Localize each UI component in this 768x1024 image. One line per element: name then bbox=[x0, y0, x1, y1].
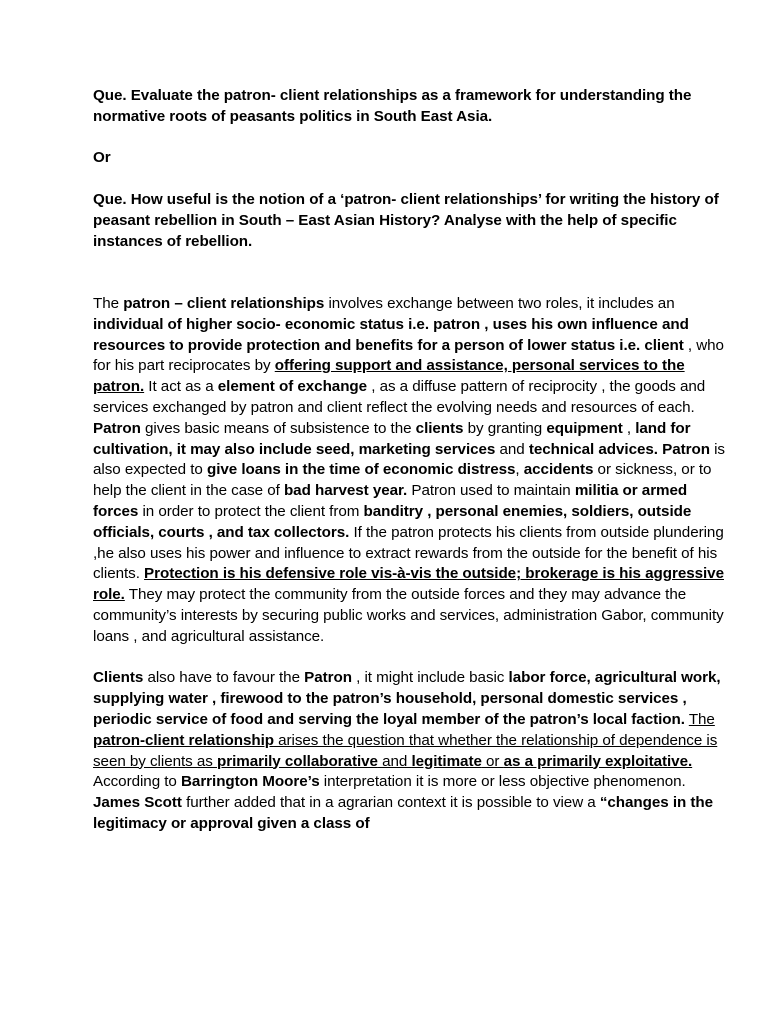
text-run: also have to favour the bbox=[143, 669, 305, 687]
text-run: bad harvest year. bbox=[283, 482, 408, 500]
text-run: technical advices. Patron bbox=[528, 440, 710, 458]
text-run: arises the question that whether the relationship of dependence is seen by clients as bbox=[93, 731, 718, 770]
text-run: Patron bbox=[304, 669, 352, 687]
text-run: individual of higher socio- economic status i.e. patron , uses his own influence and resources to provide protection and benefits for a person of lower status i.e. client bbox=[93, 315, 689, 354]
text-run: is also expected to bbox=[93, 440, 725, 479]
or-separator: Or bbox=[93, 149, 111, 167]
text-run: , bbox=[622, 419, 636, 437]
paragraph-clients bbox=[93, 668, 728, 834]
text-run: James Scott bbox=[93, 794, 182, 812]
text-run: interpretation it is more or less objective phenomenon. bbox=[319, 773, 686, 791]
text-run: Patron bbox=[93, 419, 141, 437]
text-run: patron – client relationships bbox=[123, 294, 325, 312]
text-run: Barrington Moore’s bbox=[181, 773, 320, 791]
text-run: element of exchange bbox=[217, 378, 368, 396]
text-run: involves exchange between two roles, it includes an bbox=[324, 294, 675, 312]
text-run: as a primarily exploitative. bbox=[503, 752, 693, 770]
text-run: The bbox=[93, 294, 124, 312]
text-run: primarily collaborative bbox=[217, 752, 378, 770]
text-run: militia or armed forces bbox=[93, 482, 688, 520]
text-run: “changes in the legitimacy or approval given a class of bbox=[93, 794, 714, 832]
text-run: and bbox=[495, 440, 529, 458]
text-run: , who for his part reciprocates by bbox=[93, 336, 724, 375]
text-run: Clients bbox=[93, 669, 144, 687]
text-run: It act as a bbox=[144, 378, 218, 396]
text-run: labor force, agricultural work, supplying water , firewood to the patron’s household, personal domestic services , periodic service of food and serving the loyal member of the patron’s local faction. bbox=[93, 669, 721, 728]
text-run: equipment bbox=[546, 419, 623, 437]
text-run: and bbox=[377, 752, 412, 770]
text-run: , as a diffuse pattern of reciprocity , the goods and services exchanged by patron and client reflect the evolving needs and resources of each. bbox=[93, 378, 706, 416]
text-run: legitimate bbox=[411, 752, 482, 770]
text-run: by granting bbox=[463, 419, 547, 437]
text-run: , it might include basic bbox=[351, 669, 509, 687]
text-run: accidents bbox=[523, 461, 594, 479]
text-run: According to bbox=[93, 773, 181, 791]
question-one: Que. Evaluate the patron- client relationships as a framework for understanding the normative roots of peasants politics in South East Asia. bbox=[93, 87, 692, 125]
text-run: Patron used to maintain bbox=[407, 482, 575, 500]
text-run: give loans in the time of economic distress bbox=[206, 461, 516, 479]
text-run: in order to protect the client from bbox=[138, 502, 364, 520]
question-two: Que. How useful is the notion of a ‘patron- client relationships’ for writing the history of peasant rebellion in South – East Asian History? Analyse with the help of specific instances of rebellion. bbox=[93, 190, 719, 250]
text-run: The bbox=[688, 710, 715, 728]
text-run: If the patron protects his clients from outside plundering ,he also uses his power and influence to extract rewards from the outside for the benefit of his clients. bbox=[93, 523, 724, 583]
text-run: banditry , personal enemies, soldiers, outside officials, courts , and tax collectors. bbox=[93, 502, 692, 541]
text-run: They may protect the community from the outside forces and they may advance the community’s interests by securing public works and services, administration Gabor, community loans , and agricultural assistance. bbox=[93, 586, 724, 645]
text-run: Protection is his defensive role vis-à-vis the outside; brokerage is his aggressive role. bbox=[93, 565, 724, 604]
text-run: land for cultivation, it may also include seed, marketing services bbox=[93, 419, 691, 458]
text-run: or sickness, or to help the client in the case of bbox=[93, 461, 712, 500]
text-run: clients bbox=[415, 419, 464, 437]
paragraph-patron-client bbox=[93, 294, 728, 648]
text-run: , bbox=[515, 461, 524, 479]
text-run: further added that in a agrarian context it is possible to view a bbox=[181, 794, 600, 812]
text-run: patron-client relationship bbox=[93, 731, 274, 749]
text-run: or bbox=[481, 752, 504, 770]
text-run: gives basic means of subsistence to the bbox=[140, 419, 416, 437]
text-run: offering support and assistance, personal services to the patron. bbox=[93, 357, 685, 396]
